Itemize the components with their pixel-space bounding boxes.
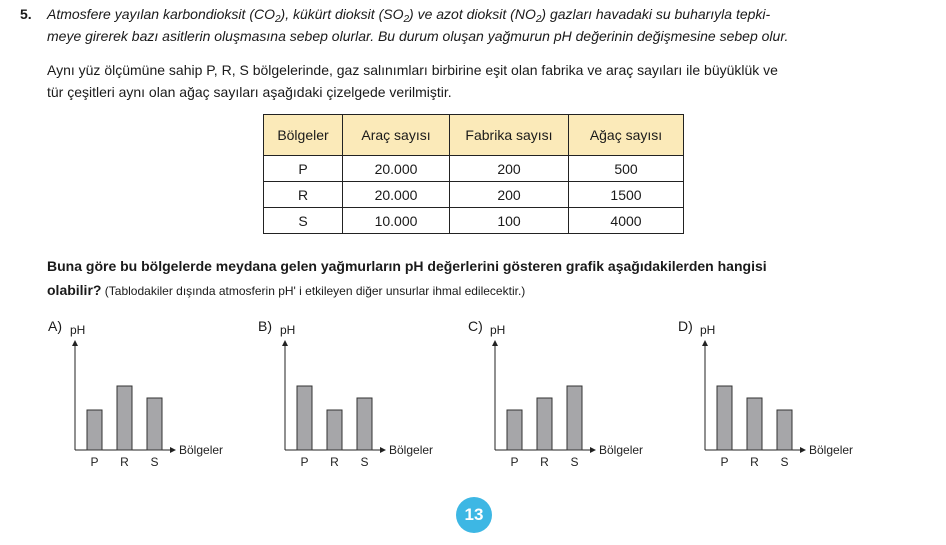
bar-p xyxy=(297,386,312,450)
table-row xyxy=(264,208,684,234)
tick-label: R xyxy=(750,455,759,469)
y-axis-label: pH xyxy=(700,323,716,337)
y-axis-label: pH xyxy=(70,323,86,337)
option-d-label[interactable]: D) xyxy=(678,318,693,334)
tick-label: S xyxy=(570,455,579,469)
bar-s xyxy=(777,410,792,450)
table-cell: 100 xyxy=(450,208,569,234)
header-cell: Ağaç sayısı xyxy=(569,115,684,156)
table-cell: 10.000 xyxy=(343,208,450,234)
bar-s xyxy=(147,398,162,450)
tick-label: S xyxy=(360,455,369,469)
option-c-graph[interactable] xyxy=(468,318,668,478)
table-header-row xyxy=(264,115,684,156)
bar-p xyxy=(717,386,732,450)
bar-r xyxy=(747,398,762,450)
question-stem-line-2: olabilir? (Tablodakiler dışında atmosferin pH' i etkileyen diğer unsurlar ihmal edilecektir.) xyxy=(47,282,526,298)
header-cell: Fabrika sayısı xyxy=(450,115,569,156)
x-axis-label: Bölgeler xyxy=(809,443,854,457)
tick-label: R xyxy=(120,455,129,469)
bar-r xyxy=(117,386,132,450)
bar-r xyxy=(327,410,342,450)
y-axis-arrow xyxy=(282,340,288,346)
x-axis-arrow xyxy=(800,447,806,453)
table-cell: P xyxy=(264,156,343,182)
tick-label: R xyxy=(540,455,549,469)
tick-label: P xyxy=(510,455,519,469)
table-cell: 500 xyxy=(569,156,684,182)
table-cell: 1500 xyxy=(569,182,684,208)
table-row xyxy=(264,182,684,208)
intro-line-2: meye girerek bazı asitlerin oluşmasına sebep olurlar. Bu durum oluşan yağmurun pH değerinin değişmesine sebep olur. xyxy=(47,28,789,44)
bar-chart xyxy=(678,318,878,478)
tick-label: S xyxy=(780,455,789,469)
y-axis-label: pH xyxy=(280,323,296,337)
tick-label: P xyxy=(300,455,309,469)
header-cell: Araç sayısı xyxy=(343,115,450,156)
page-number-badge: 13 xyxy=(456,497,492,533)
bar-r xyxy=(537,398,552,450)
question-stem-line-1: Buna göre bu bölgelerde meydana gelen yağmurların pH değerlerini gösteren grafik aşağıdakilerden hangisi xyxy=(47,258,767,274)
bar-p xyxy=(507,410,522,450)
option-c-label[interactable]: C) xyxy=(468,318,483,334)
table-cell: 20.000 xyxy=(343,156,450,182)
option-d-graph[interactable] xyxy=(678,318,878,478)
question-note: (Tablodakiler dışında atmosferin pH' i etkileyen diğer unsurlar ihmal edilecektir.) xyxy=(101,284,526,298)
x-axis-arrow xyxy=(590,447,596,453)
bar-chart xyxy=(48,318,248,478)
x-axis-label: Bölgeler xyxy=(599,443,644,457)
bar-p xyxy=(87,410,102,450)
tick-label: R xyxy=(330,455,339,469)
option-a-label[interactable]: A) xyxy=(48,318,62,334)
option-b-label[interactable]: B) xyxy=(258,318,272,334)
paragraph-line-2: tür çeşitleri aynı olan ağaç sayıları aşağıdaki çizelgede verilmiştir. xyxy=(47,84,452,100)
x-axis-arrow xyxy=(380,447,386,453)
option-a-graph[interactable] xyxy=(48,318,248,478)
y-axis-arrow xyxy=(492,340,498,346)
table-row xyxy=(264,156,684,182)
bar-s xyxy=(357,398,372,450)
bar-chart xyxy=(258,318,458,478)
question-number: 5. xyxy=(20,6,32,22)
y-axis-label: pH xyxy=(490,323,506,337)
bar-s xyxy=(567,386,582,450)
table-cell: 200 xyxy=(450,156,569,182)
table-cell: 4000 xyxy=(569,208,684,234)
y-axis-arrow xyxy=(72,340,78,346)
intro-line-1: Atmosfere yayılan karbondioksit $(CO_2)$, kükürt dioksit $(SO_2)$ ve azot dioksit $(NO_2)$ gazları havadaki su buharıyla tepki- xyxy=(47,6,771,25)
tick-label: P xyxy=(720,455,729,469)
tick-label: S xyxy=(150,455,159,469)
y-axis-arrow xyxy=(702,340,708,346)
option-b-graph[interactable] xyxy=(258,318,458,478)
tick-label: P xyxy=(90,455,99,469)
data-table xyxy=(263,114,684,234)
x-axis-arrow xyxy=(170,447,176,453)
table-cell: R xyxy=(264,182,343,208)
table-cell: S xyxy=(264,208,343,234)
x-axis-label: Bölgeler xyxy=(179,443,224,457)
bar-chart xyxy=(468,318,668,478)
table-cell: 200 xyxy=(450,182,569,208)
table-cell: 20.000 xyxy=(343,182,450,208)
header-cell: Bölgeler xyxy=(264,115,343,156)
x-axis-label: Bölgeler xyxy=(389,443,434,457)
paragraph-line-1: Aynı yüz ölçümüne sahip P, R, S bölgelerinde, gaz salınımları birbirine eşit olan fabrika ve araç sayıları ile büyüklük ve xyxy=(47,62,778,78)
